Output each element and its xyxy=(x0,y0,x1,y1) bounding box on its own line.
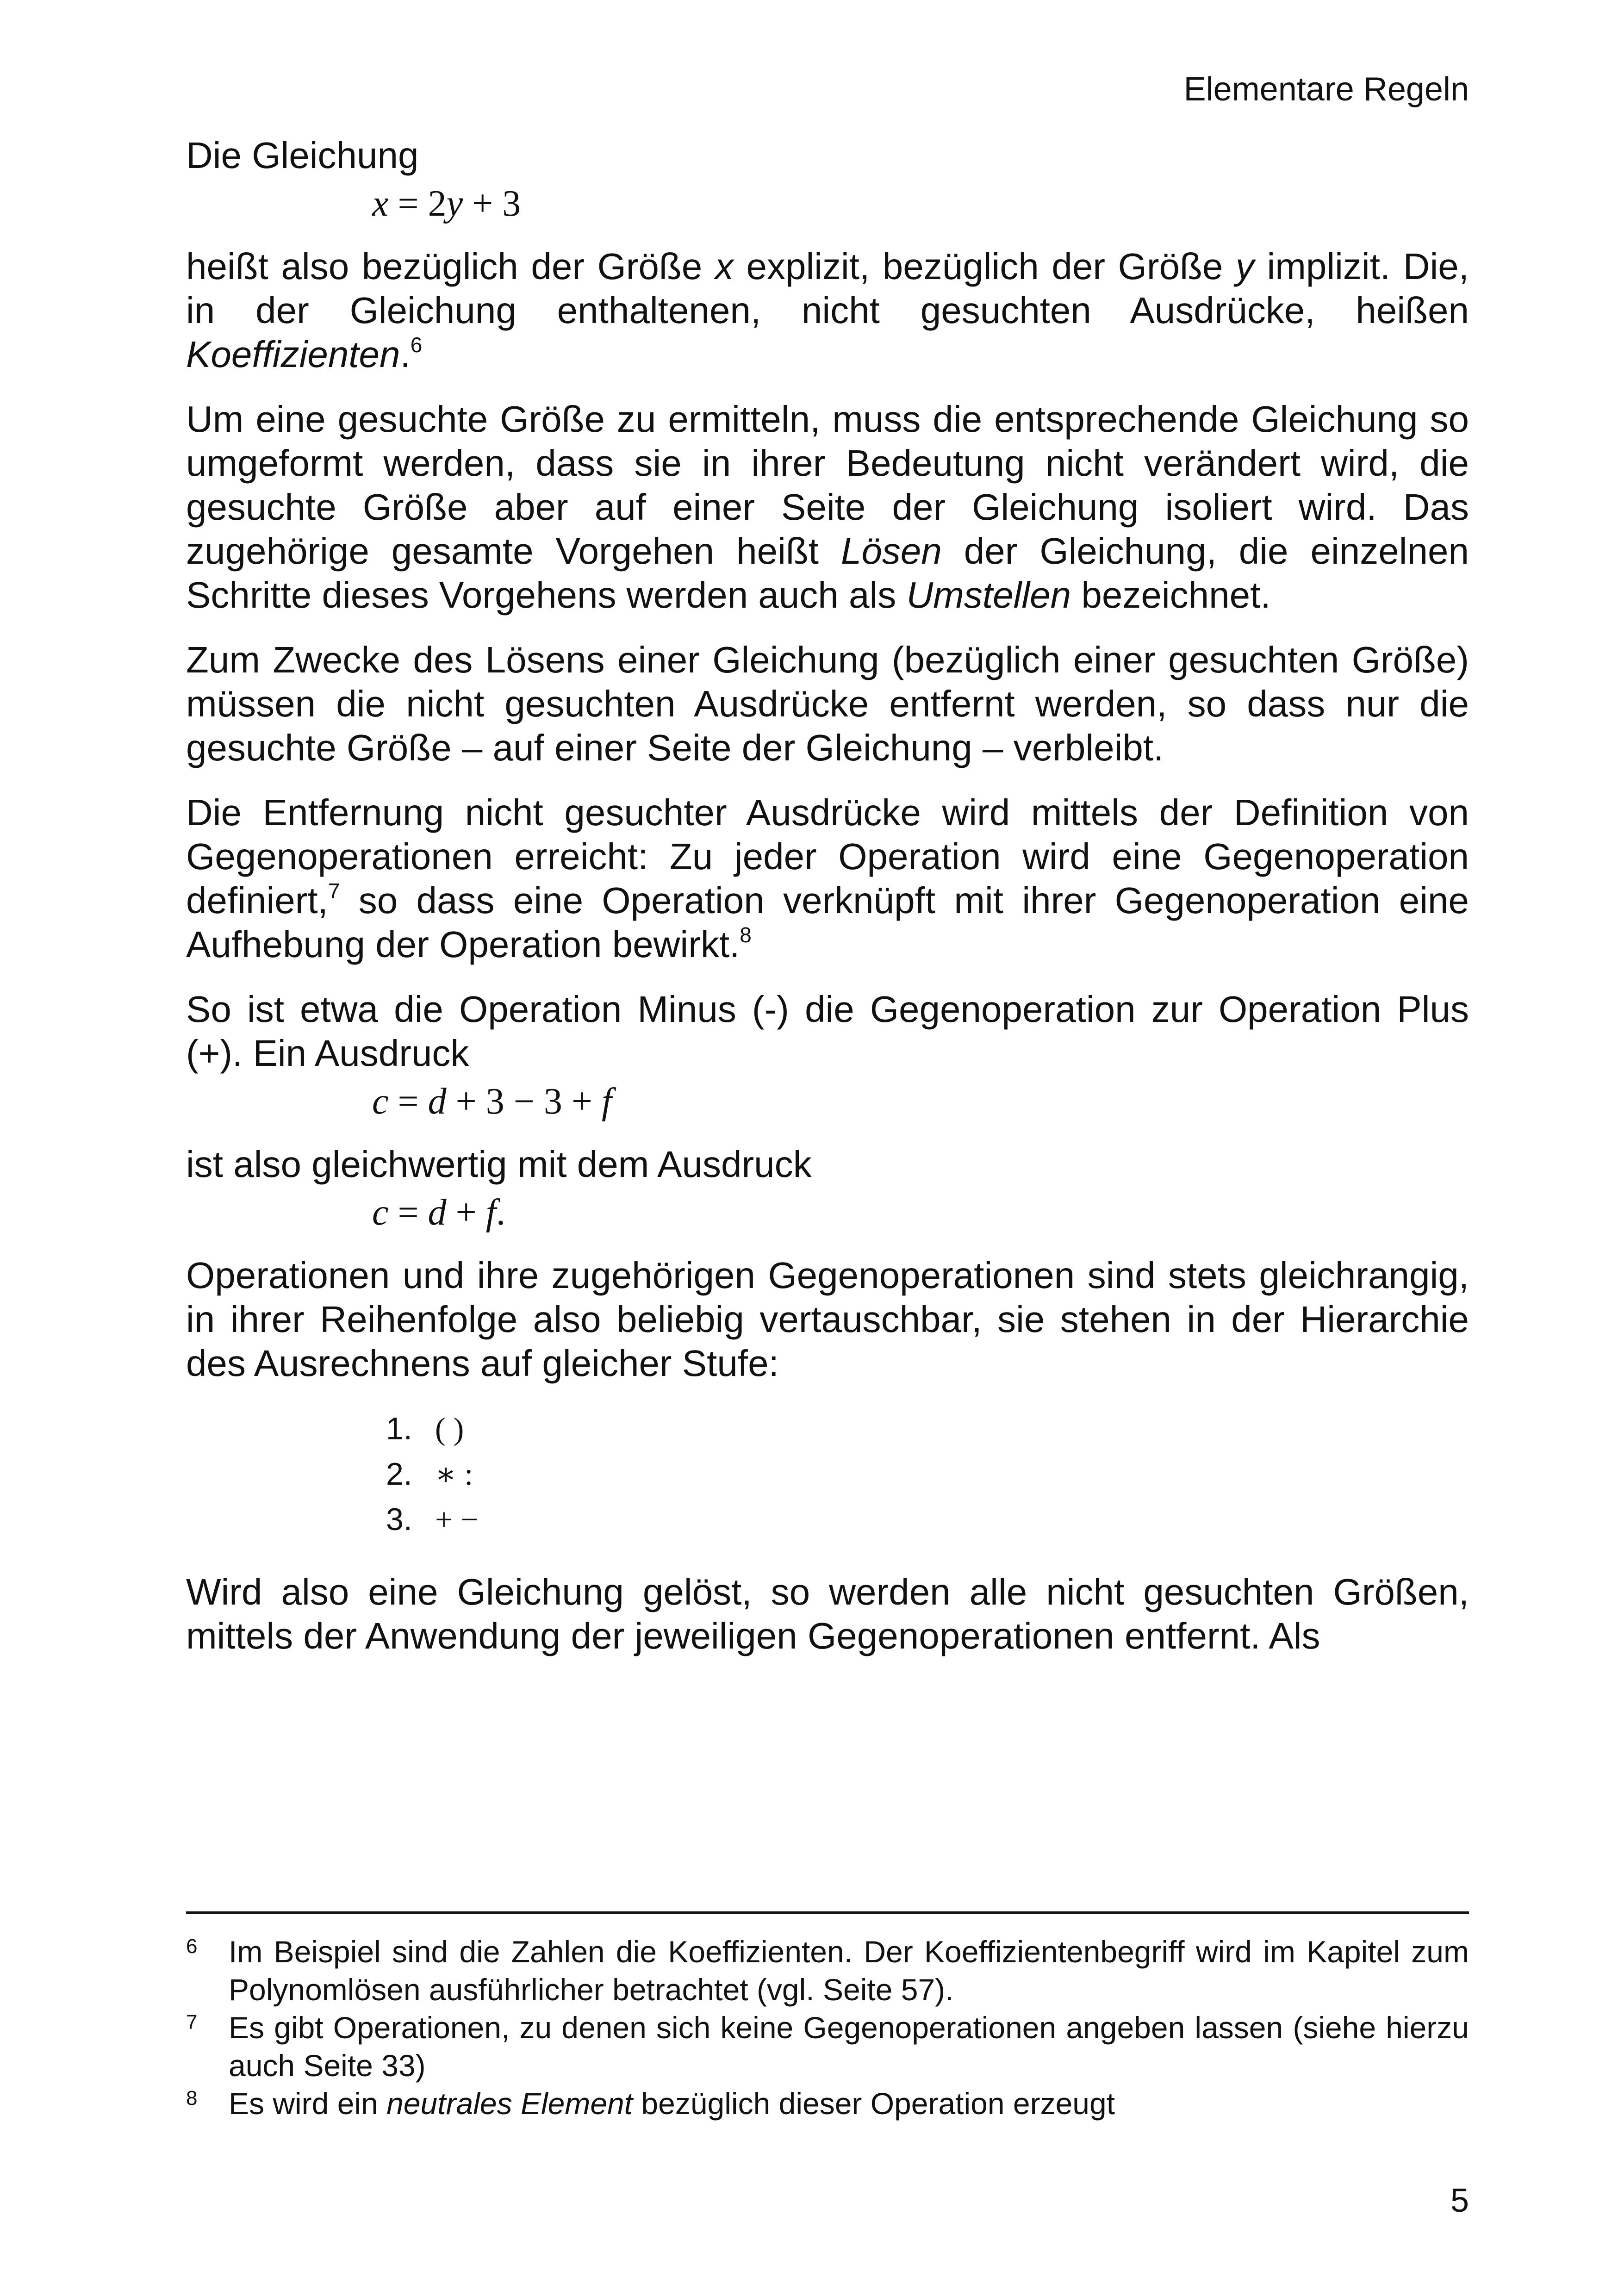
footnote-8: 8 Es wird ein neutrales Element bezüglich dieser Operation erzeugt xyxy=(186,2086,1115,2121)
footnote-7: 7 Es gibt Operationen, zu denen sich keine Gegenoperationen angeben lassen (siehe hierzu auch Seite 33) xyxy=(186,2010,1469,2083)
hierarchy-item: 3. + − xyxy=(386,1502,479,1537)
term-koeffizienten: Koeffizienten xyxy=(186,334,400,375)
term-umstellen: Umstellen xyxy=(906,574,1071,616)
paragraph-counter-operations: Die Entfernung nicht gesuchter Ausdrücke wird mittels der Definition von Gegenoperationen erreicht: Zu jeder Operation wird eine Gegenoperation definiert,$^7$ so dass eine Operation verknüpft mit ihrer Gegenoperation eine Aufhebung der Operation bewirkt.$^8$ xyxy=(186,792,1469,965)
paragraph-equivalent: ist also gleichwertig mit dem Ausdruck xyxy=(186,1144,812,1185)
equation-3: c = d + f. xyxy=(372,1192,505,1233)
footnote-6: 6 Im Beispiel sind die Zahlen die Koeffizienten. Der Koeffizientenbegriff wird im Kapitel zum Polynomlösen ausführlicher betrachtet (vgl. Seite 57). xyxy=(186,1935,1469,2007)
page-body xyxy=(186,133,1469,1679)
footnotes xyxy=(186,1933,1469,2122)
equation-2: c = d + 3 − 3 + f xyxy=(372,1081,612,1122)
footnote-ref-6[interactable]: 6 xyxy=(410,333,423,357)
paragraph-hierarchy: Operationen und ihre zugehörigen Gegenoperationen sind stets gleichrangig, in ihrer Reihenfolge also beliebig vertauschbar, sie stehen in der Hierarchie des Ausrechnens auf gleicher Stufe: xyxy=(186,1255,1469,1384)
operator-hierarchy-list xyxy=(386,1406,1469,1542)
equation-1: x = 2y + 3 xyxy=(372,183,521,224)
paragraph-intro: Die Gleichung xyxy=(186,135,419,176)
footnote-separator xyxy=(186,1911,1469,1914)
hierarchy-item: 2. ∗ : xyxy=(386,1456,473,1492)
paragraph-minus-plus: So ist etwa die Operation Minus (-) die Gegenoperation zur Operation Plus (+). Ein Ausdruck xyxy=(186,989,1469,1074)
paragraph-solving-removal: Wird also eine Gleichung gelöst, so werden alle nicht gesuchten Größen, mittels der Anwendung der jeweiligen Gegenoperationen entfernt. Als xyxy=(186,1571,1469,1656)
paragraph-solving: Um eine gesuchte Größe zu ermitteln, muss die entsprechende Gleichung so umgeformt werden, dass sie in ihrer Bedeutung nicht verändert wird, die gesuchte Größe aber auf einer Seite der Gleichung isoliert wird. Das zugehörige gesamte Vorgehen heißt Lösen der Gleichung, die einzelnen Schritte dieses Vorgehens werden auch als Umstellen bezeichnet. xyxy=(186,398,1469,616)
footnote-ref-7[interactable]: 7 xyxy=(328,879,340,903)
paragraph-explicit-implicit: heißt also bezüglich der Größe x explizit, bezüglich der Größe y implizit. Die, in der Gleichung enthaltenen, nicht gesuchten Ausdrücke, heißen Koeffizienten.$^6$ xyxy=(186,246,1469,375)
paragraph-removal: Zum Zwecke des Lösens einer Gleichung (bezüglich einer gesuchten Größe) müssen die nicht gesuchten Ausdrücke entfernt werden, so dass nur die gesuchte Größe – auf einer Seite der Gleichung – verbleibt. xyxy=(186,639,1469,768)
page-number: 5 xyxy=(1450,2182,1469,2219)
footnote-ref-8[interactable]: 8 xyxy=(740,923,752,947)
term-loesen: Lösen xyxy=(840,530,942,572)
running-header: Elementare Regeln xyxy=(1183,71,1469,108)
hierarchy-item: 1. ( ) xyxy=(386,1411,464,1446)
